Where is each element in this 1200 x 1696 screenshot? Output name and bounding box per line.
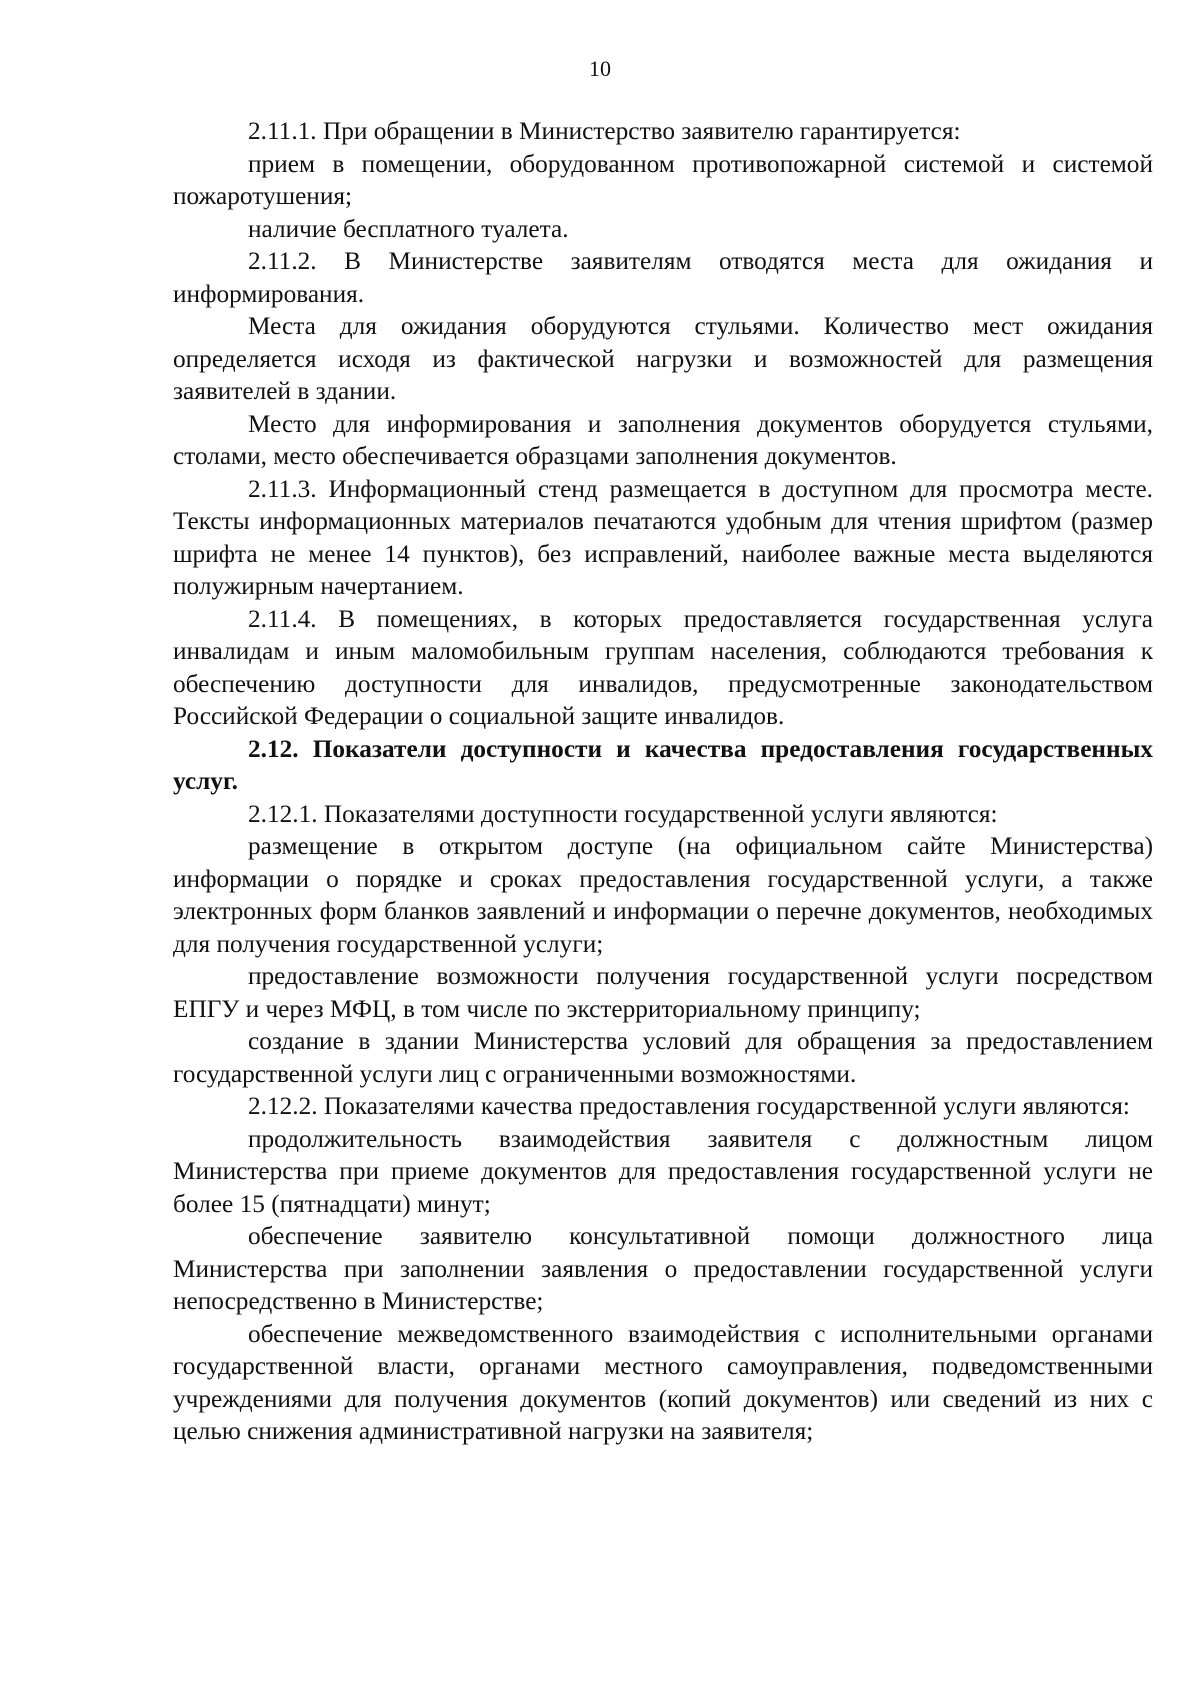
paragraph-toilet: наличие бесплатного туалета. — [248, 214, 569, 243]
paragraph-2-11-2: 2.11.2. В Министерстве заявителям отводятся места для ожидания и информирования. — [173, 247, 1153, 308]
paragraph-epgu-mfc: предоставление возможности получения государственной услуги посредством ЕПГУ и через МФЦ, в том числе по экстерриториальному принципу; — [173, 962, 1153, 1023]
paragraph-accessibility-conditions: создание в здании Министерства условий для обращения за предоставлением государственной услуги лиц с ограниченными возможностями. — [173, 1027, 1153, 1088]
paragraph-consultation: обеспечение заявителю консультативной помощи должностного лица Министерства при заполнении заявления о предоставлении государственной услуги непосредственно в Министерстве; — [173, 1222, 1153, 1315]
paragraph-fire-safety: прием в помещении, оборудованном противопожарной системой и системой пожаротушения; — [173, 149, 1153, 210]
paragraph-2-12-1: 2.12.1. Показателями доступности государственной услуги являются: — [248, 799, 998, 828]
paragraph-waiting-places: Места для ожидания оборудуются стульями. Количество мест ожидания определяется исходя из фактической нагрузки и возможностей для размещения заявителей в здании. — [173, 312, 1153, 405]
paragraph-interaction-duration: продолжительность взаимодействия заявителя с должностным лицом Министерства при приеме документов для предоставления государственной услуги не более 15 (пятнадцати) минут; — [173, 1124, 1153, 1218]
document-body — [173, 115, 1153, 1448]
paragraph-open-access: размещение в открытом доступе (на официальном сайте Министерства) информации о порядке и сроках предоставления государственной услуги, а также электронных форм бланков заявлений и информации о перечне документов, необходимых для получения государственной услуги; — [173, 832, 1153, 958]
paragraph-2-12-2: 2.12.2. Показателями качества предоставления государственной услуги являются: — [248, 1092, 1130, 1120]
paragraph-2-11-4: 2.11.4. В помещениях, в которых предоставляется государственная услуга инвалидам и иным маломобильным группам населения, соблюдаются требования к обеспечению доступности для инвалидов, предусмотренные законодательством Российской Федерации о социальной защите инвалидов. — [173, 604, 1153, 730]
page-number: 10 — [589, 56, 611, 81]
paragraph-information-place: Место для информирования и заполнения документов оборудуется стульями, столами, место обеспечивается образцами заполнения документов. — [173, 409, 1153, 470]
section-heading-2-12: 2.12. Показатели доступности и качества предоставления государственных услуг. — [173, 734, 1153, 795]
paragraph-interagency: обеспечение межведомственного взаимодействия с исполнительными органами государственной власти, органами местного самоуправления, подведомственными учреждениями для получения документов (копий документов) или сведений из них с целью снижения административной нагрузки на заявителя; — [173, 1319, 1153, 1445]
paragraph-2-11-3: 2.11.3. Информационный стенд размещается в доступном для просмотра месте. Тексты информационных материалов печатаются удобным для чтения шрифтом (размер шрифта не менее 14 пунктов), без исправлений, наиболее важные места выделяются полужирным начертанием. — [173, 474, 1153, 600]
paragraph-2-11-1: 2.11.1. При обращении в Министерство заявителю гарантируется: — [248, 117, 961, 145]
